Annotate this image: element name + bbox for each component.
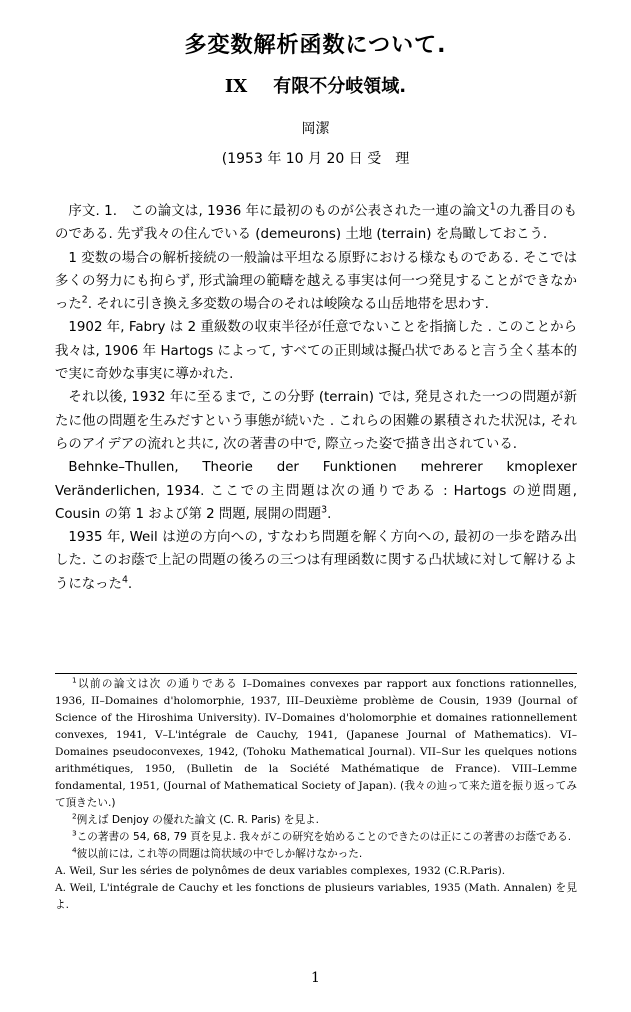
received-date: (1953 年 10 月 20 日 受 理 [221,151,410,167]
part-number: IX [224,76,248,97]
footnote-ref-1: 1 [489,201,496,213]
footnote-ref-2: 2 [81,294,88,306]
paragraph-2: 1 変数の場合の解析接続の一般論は平坦なる原野における様なものである. そこでは多くの努力にも拘らず, 形式論理の範疇を越える事実は何一つ発見することができなかった$^2$. それに引き換え多変数の場合のそれは峻険なる山岳地帯を思わす. [55,250,577,313]
main-text [55,200,577,596]
author: 岡潔 [301,121,330,137]
footnote-ref-3: 3 [321,504,328,516]
paragraph-5: Behnke–Thullen, Theorie der Funktionen mehrerer kmoplexer Veränderlichen, 1934. ここでの主問題は次の通りである : Hartogs の逆問題, Cousin の第 1 および第 2 問題, 展開の問題$^3$. [55,460,577,522]
footnote-3: $^3$この著書の 54, 68, 79 頁を見よ. 我々がこの研究を始めることのできたのは正にこの著書のお蔭である. [71,828,572,843]
paragraph-3: 1902 年, Fabry は 2 重級数の収束半径が任意でないことを指摘した . このことから我々は, 1906 年 Hartogs によって, すべての正則域は擬凸状であると言う全く基本的で実に奇妙な事実に導かれた. [55,320,577,383]
reference-1: A. Weil, Sur les séries de polynômes de deux variables complexes, 1932 (C.R.Paris). [55,865,506,877]
footnote-1: $^1$以前の論文は次 の通りである I–Domaines convexes par rapport aux fonctions rationnelles, 1936, II–Domaines d'holomorphie, 1937, III–Deuxième problème de Cousin, 1939 (Journal of Science of the Hiroshima University). IV–Domaines d'holomorphie et domaines rationnellement convexes, 1941, V–L'intégrale de Cauchy, 1941, (Japanese Journal of Mathematics). VI–Domaines pseudoconvexes, 1942, (Tohoku Mathematical Journal). VII–Sur les quelques notions arithmétiques, 1950, (Bulletin de la Société Mathématique de France). VIII–Lemme fondamental, 1951, (Journal of Mathematical Society of Japan). (我々の辿って来た道を振り返ってみて頂きたい.) [55,675,578,809]
footnote-2: $^2$例えば Denjoy の優れた論文 (C. R. Paris) を見よ. [71,811,320,826]
footnote-ref-4: 4 [121,574,128,586]
footnote-4: $^4$彼以前には, これ等の問題は筒状域の中でしか解けなかった. [71,845,363,860]
page-number: 1 [311,970,320,986]
paragraph-4: それ以後, 1932 年に至るまで, この分野 (terrain) では, 発見された一つの問題が新たに他の問題を生みだすという事態が続いた . これらの困難の累積された状況は, それらのアイデアの流れと共に, 次の著書の中で, 際立った姿で描き出されている. [55,390,577,452]
footnote-divider [55,673,577,674]
footnotes [55,676,577,914]
paragraph-6: 1935 年, Weil は逆の方向への, すなわち問題を解く方向への, 最初の一歩を踏み出した. このお蔭で上記の問題の後ろの三つは有理函数に関する凸状域に対して解けるようになった$^4$. [55,530,577,592]
paper-subtitle [0,72,631,98]
paper-title: 多変数解析函数について. [184,33,447,58]
reference-2: A. Weil, L'intégrale de Cauchy et les fonctions de plusieurs variables, 1935 (Math. Annalen) を見よ. [55,882,577,911]
subtitle-text: 有限不分岐領域. [273,76,407,97]
paragraph-1: 序文. 1. この論文は, 1936 年に最初のものが公表された一連の論文$^1$の九番目のものである. 先ず我々の住んでいる (demeurons) 土地 (terrain) を鳥瞰しておこう. [55,201,577,243]
